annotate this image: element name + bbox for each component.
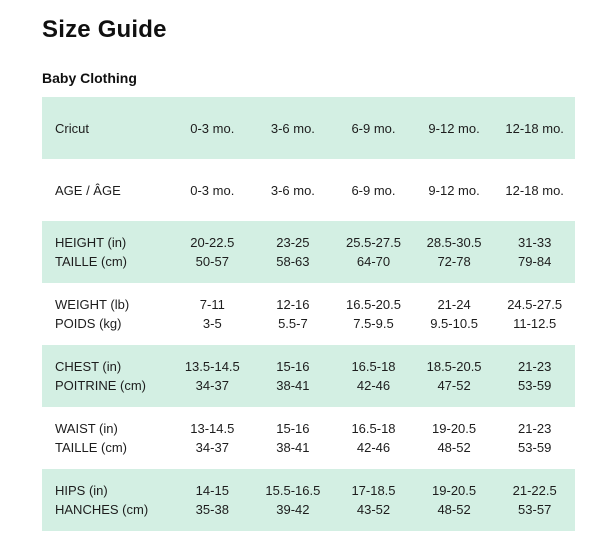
size-cell (333, 357, 414, 395)
row-label-line: HEIGHT (in) (55, 235, 127, 250)
column-header-12-18mo: 12-18 mo. (505, 120, 564, 136)
table-row (42, 469, 575, 531)
section-title: Baby Clothing (42, 70, 137, 86)
size-value: 17-18.5 (351, 483, 396, 498)
size-value: 38-41 (276, 440, 310, 455)
size-value: 13.5-14.5 (184, 359, 240, 374)
size-value: 53-59 (518, 378, 552, 393)
size-cell (253, 233, 334, 271)
brand-label: Cricut (55, 120, 89, 136)
size-cell (253, 481, 334, 519)
table-header-row (42, 97, 575, 159)
size-cell (494, 295, 575, 333)
row-label-line: WAIST (in) (55, 421, 118, 436)
size-value: 6-9 mo. (351, 182, 396, 198)
size-value: 28.5-30.5 (426, 235, 482, 250)
size-value: 15-16 (276, 359, 310, 374)
table-row (42, 345, 575, 407)
size-value: 58-63 (276, 254, 310, 269)
row-label-line: TAILLE (cm) (55, 440, 127, 455)
size-value: 50-57 (195, 254, 229, 269)
row-label-line: HANCHES (cm) (55, 502, 149, 517)
size-value: 31-33 (518, 235, 552, 250)
size-value: 16.5-18 (351, 359, 396, 374)
size-value: 53-57 (518, 502, 552, 517)
size-value: 21-23 (518, 359, 552, 374)
size-value: 64-70 (356, 254, 391, 269)
row-label (42, 295, 172, 333)
size-cell (253, 419, 334, 457)
size-cell (253, 357, 334, 395)
size-value: 15-16 (276, 421, 310, 436)
size-value: 48-52 (437, 440, 471, 455)
table-row (42, 407, 575, 469)
size-value: 21-24 (437, 297, 471, 312)
column-header-6-9mo: 6-9 mo. (351, 120, 396, 136)
size-value: 9.5-10.5 (430, 316, 478, 331)
size-cell (333, 419, 414, 457)
row-label-line: TAILLE (cm) (55, 254, 127, 269)
row-label (42, 233, 172, 271)
size-cell (333, 181, 414, 200)
size-value: 79-84 (518, 254, 552, 269)
row-label-line: WEIGHT (lb) (55, 297, 130, 312)
size-cell (414, 295, 495, 333)
table-row (42, 159, 575, 221)
column-header-3-6mo: 3-6 mo. (270, 120, 315, 136)
size-cell (494, 357, 575, 395)
column-header-9-12mo: 9-12 mo. (428, 120, 480, 136)
size-value: 34-37 (195, 440, 229, 455)
size-cell (494, 481, 575, 519)
size-cell (494, 233, 575, 271)
size-value: 25.5-27.5 (346, 235, 401, 250)
size-table (42, 97, 575, 531)
size-cell (172, 233, 253, 271)
size-value: 7.5-9.5 (353, 316, 394, 331)
size-value: 9-12 mo. (428, 182, 480, 198)
size-cell (414, 481, 495, 519)
size-value: 42-46 (356, 440, 391, 455)
size-cell (172, 419, 253, 457)
size-value: 11-12.5 (513, 316, 557, 331)
size-value: 42-46 (356, 378, 391, 393)
table-row (42, 283, 575, 345)
row-label (42, 357, 172, 395)
page-title: Size Guide (42, 16, 167, 43)
size-cell (333, 233, 414, 271)
size-value: 15.5-16.5 (265, 483, 321, 498)
size-cell (494, 419, 575, 457)
size-cell (172, 357, 253, 395)
size-cell (414, 419, 495, 457)
size-cell (414, 181, 495, 200)
row-label-line: CHEST (in) (55, 359, 122, 374)
size-value: 16.5-20.5 (346, 297, 401, 312)
row-label (42, 181, 172, 200)
size-value: 47-52 (437, 378, 471, 393)
size-value: 14-15 (195, 483, 229, 498)
size-value: 5.5-7 (278, 316, 308, 331)
row-label-line: POIDS (kg) (55, 316, 122, 331)
size-value: 21-23 (518, 421, 552, 436)
size-value: 23-25 (276, 235, 310, 250)
size-cell (172, 295, 253, 333)
size-cell (253, 181, 334, 200)
size-value: 48-52 (437, 502, 471, 517)
size-value: 16.5-18 (351, 421, 396, 436)
size-value: 24.5-27.5 (507, 297, 563, 312)
column-header-0-3mo: 0-3 mo. (190, 120, 235, 136)
row-label-line: AGE / ÂGE (55, 182, 121, 198)
size-cell (172, 481, 253, 519)
row-label (42, 481, 172, 519)
row-label-line: POITRINE (cm) (55, 378, 146, 393)
size-value: 7-11 (199, 297, 225, 312)
size-cell (333, 295, 414, 333)
size-value: 3-6 mo. (270, 182, 315, 198)
size-cell (172, 181, 253, 200)
size-value: 12-18 mo. (505, 182, 564, 198)
size-value: 19-20.5 (432, 483, 477, 498)
size-value: 39-42 (276, 502, 310, 517)
size-cell (253, 295, 334, 333)
size-value: 20-22.5 (190, 235, 235, 250)
size-value: 19-20.5 (432, 421, 477, 436)
size-value: 38-41 (276, 378, 310, 393)
size-value: 0-3 mo. (190, 182, 235, 198)
size-cell (414, 233, 495, 271)
size-value: 13-14.5 (190, 421, 235, 436)
size-value: 35-38 (195, 502, 229, 517)
size-value: 18.5-20.5 (426, 359, 482, 374)
size-value: 43-52 (356, 502, 391, 517)
row-label-line: HIPS (in) (55, 483, 108, 498)
size-value: 53-59 (518, 440, 552, 455)
table-row (42, 221, 575, 283)
size-value: 34-37 (195, 378, 229, 393)
size-value: 12-16 (276, 297, 310, 312)
size-value: 72-78 (437, 254, 471, 269)
size-cell (414, 357, 495, 395)
table-body (42, 159, 575, 531)
size-cell (333, 481, 414, 519)
size-cell (494, 181, 575, 200)
size-value: 21-22.5 (512, 483, 557, 498)
size-value: 3-5 (202, 316, 222, 331)
row-label (42, 419, 172, 457)
